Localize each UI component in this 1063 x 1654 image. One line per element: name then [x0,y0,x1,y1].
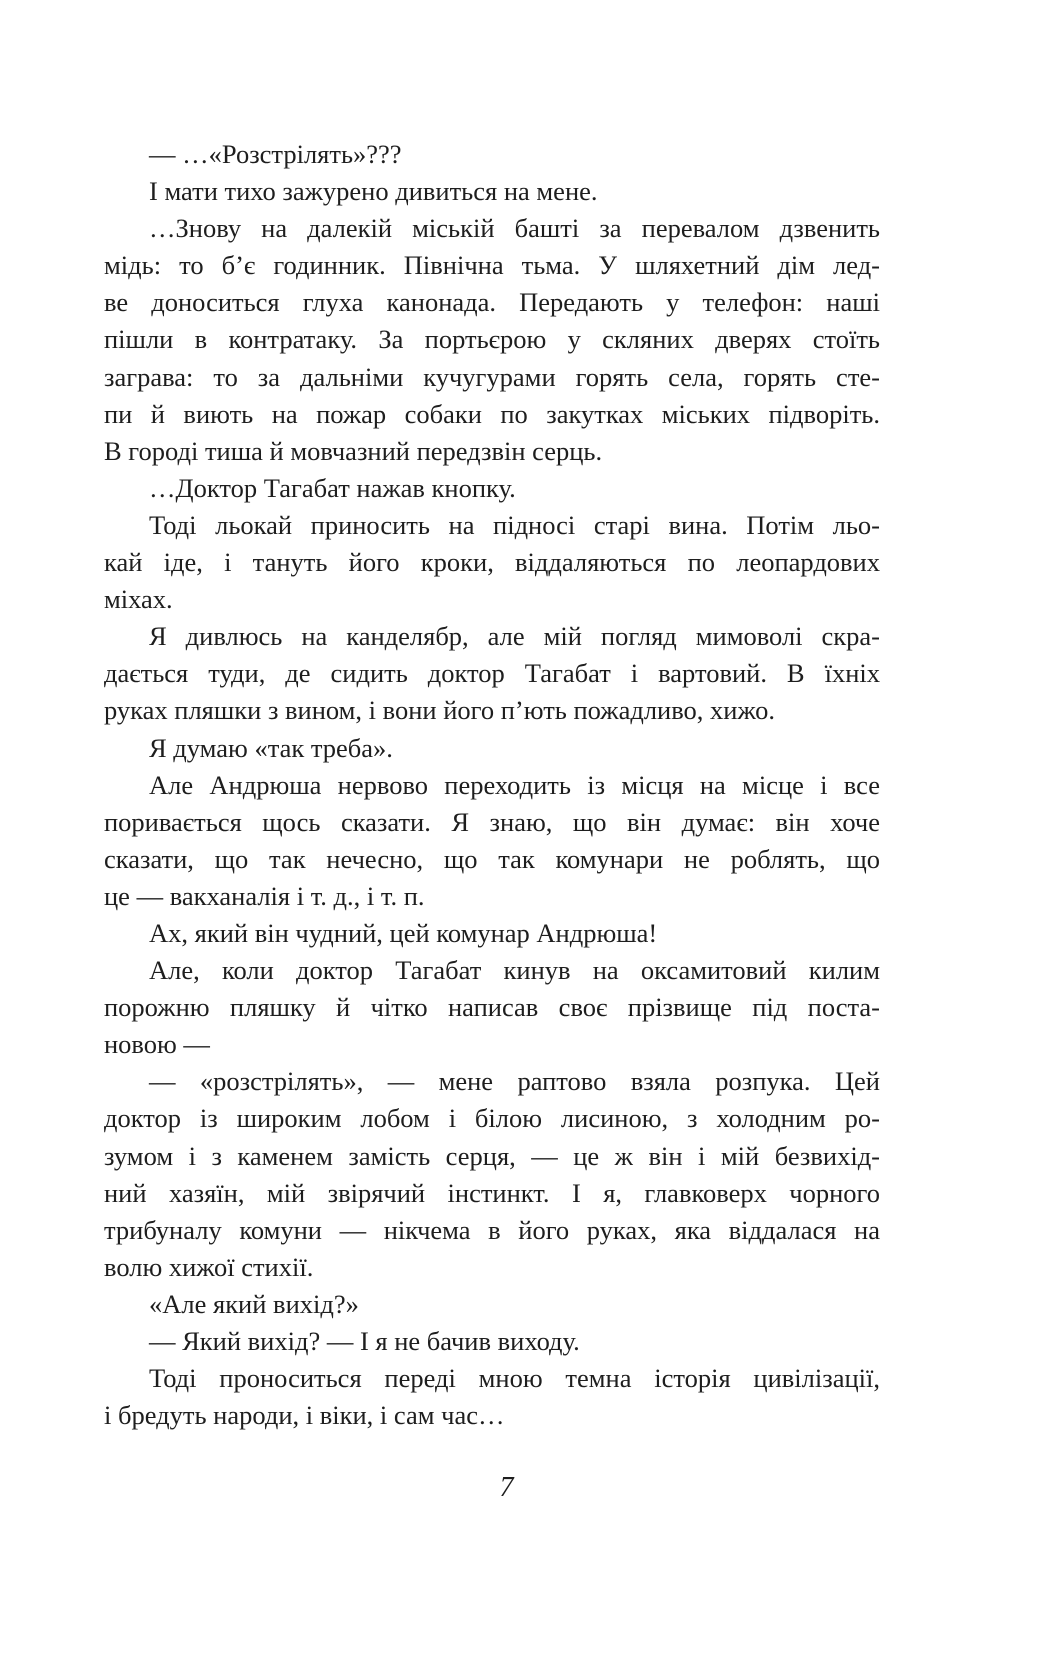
text-line: поривається щось сказати. Я знаю, що він думає: він хоче [104,806,880,837]
body-text [104,136,880,1434]
text-line: новою — [104,1029,210,1060]
page-number: 7 [499,1472,514,1503]
text-line: Я дивлюсь на канделябр, але мій погляд мимоволі скра- [149,621,880,652]
text-line: І мати тихо зажурено дивиться на мене. [149,176,598,207]
text-line: …Доктор Тагабат нажав кнопку. [149,472,516,503]
text-line: трибуналу комуни — нікчема в його руках, яка віддалася на [104,1214,880,1245]
text-line: — «розстрілять», — мене раптово взяла розпука. Цей [149,1066,880,1097]
text-line: пи й виють на пожар собаки по закутках міських підворіть. [104,398,880,429]
text-line: мідь: то б’є годинник. Північна тьма. У шляхетний дім лед- [104,250,880,281]
text-line: зумом і з каменем замість серця, — це ж він і мій безвихід- [104,1140,880,1171]
text-line: Тоді проноситься переді мною темна історія цивілізації, [149,1363,880,1394]
text-line: кай іде, і тануть його кроки, віддаляються по леопардових [104,547,880,578]
text-line: міхах. [104,584,173,615]
text-line: пішли в контратаку. За портьєрою у скляних дверях стоїть [104,324,880,355]
text-line: — …«Розстрілять»??? [149,139,402,169]
text-line: волю хижої стихії. [104,1251,314,1282]
text-line: ний хазяїн, мій звірячий інстинкт. І я, главковерх чорного [104,1177,880,1208]
text-line: дається туди, де сидить доктор Тагабат і вартовий. В їхніх [104,658,880,689]
text-line: ве доноситься глуха канонада. Передають у телефон: наші [104,287,880,318]
text-line: Тоді льокай приносить на підносі старі вина. Потім льо- [149,509,880,540]
text-line: сказати, що так нечесно, що так комунари не роблять, що [104,843,880,874]
text-line: заграва: то за дальніми кучугурами горять села, горять сте- [104,361,880,392]
text-line: доктор із широким лобом і білою лисиною, з холодним ро- [104,1103,880,1134]
text-line: і бредуть народи, і віки, і сам час… [104,1400,505,1431]
text-line: Я думаю «так треба». [149,732,393,763]
text-line: В городі тиша й мовчазний передзвін серць. [104,435,603,466]
text-line: Ах, який він чудний, цей комунар Андрюша! [149,917,658,948]
text-line: руках пляшки з вином, і вони його п’ють пожадливо, хижо. [104,695,776,726]
text-line: порожню пляшку й чітко написав своє прізвище під поста- [104,992,880,1023]
text-line: — Який вихід? — І я не бачив виходу. [149,1326,580,1356]
text-line: Але Андрюша нервово переходить із місця на місце і все [149,769,880,800]
text-line: Але, коли доктор Тагабат кинув на оксамитовий килим [149,955,880,986]
text-line: «Але який вихід?» [149,1288,359,1319]
text-line: це — вакханалія і т. д., і т. п. [104,880,425,911]
text-line: …Знову на далекій міській башті за перевалом дзвенить [149,213,880,244]
